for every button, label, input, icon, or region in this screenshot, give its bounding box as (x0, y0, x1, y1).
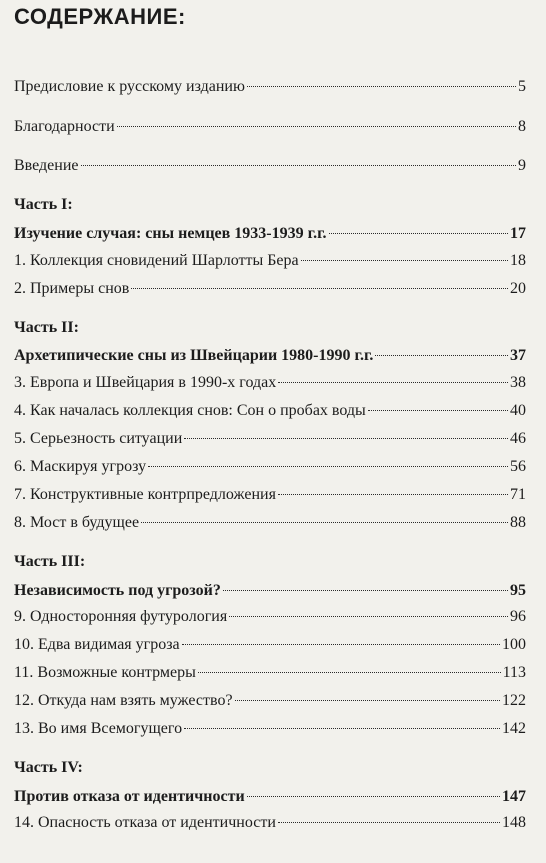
toc-chapter-8 (14, 513, 526, 533)
toc-chapter-label: 6. Маскируя угрозу (14, 458, 147, 475)
toc-chapter-label: 12. Откуда нам взять мужество? (14, 692, 233, 709)
toc-chapter-page: 96 (510, 608, 526, 625)
toc-chapter-page: 122 (502, 692, 526, 709)
toc-chapter-page: 142 (502, 720, 526, 737)
toc-section-label: Архетипические сны из Швейцарии 1980-1990 г.г. (14, 347, 374, 364)
toc-chapter-page: 20 (510, 280, 526, 297)
leader-dots (198, 672, 501, 673)
toc-chapter-label: 3. Европа и Швейцария в 1990-х годах (14, 374, 277, 391)
toc-section-label: Против отказа от идентичности (14, 788, 245, 805)
leader-dots (301, 260, 508, 261)
toc-entry-label: Благодарности (14, 118, 115, 135)
leader-dots (182, 644, 500, 645)
leader-dots (375, 355, 508, 356)
leader-dots (148, 466, 508, 467)
toc-chapter-page: 18 (510, 252, 526, 269)
toc-section-page: 17 (510, 225, 526, 242)
toc-chapter-13 (14, 719, 526, 739)
toc-section-page: 147 (502, 788, 526, 805)
toc-chapter-label: 10. Едва видимая угроза (14, 636, 180, 653)
toc-chapter-label: 8. Мост в будущее (14, 514, 140, 531)
toc-chapter-page: 88 (510, 514, 526, 531)
toc-chapter-page: 40 (510, 402, 526, 419)
leader-dots (368, 410, 508, 411)
toc-chapter-page: 56 (510, 458, 526, 475)
toc-chapter-page: 38 (510, 374, 526, 391)
toc-chapter-label: 9. Односторонняя футурология (14, 608, 228, 625)
toc-section-2 (14, 346, 526, 366)
toc-chapter-10 (14, 635, 526, 655)
part-title-4: Часть IV: (14, 759, 83, 776)
part-title-1: Часть I: (14, 196, 73, 213)
leader-dots (278, 494, 508, 495)
toc-chapter-page: 148 (502, 814, 526, 831)
toc-entry-page: 9 (518, 157, 526, 174)
toc-chapter-label: 4. Как началась коллекция снов: Сон о пробах воды (14, 402, 366, 419)
leader-dots (81, 165, 517, 166)
toc-chapter-page: 71 (510, 486, 526, 503)
leader-dots (141, 522, 508, 523)
toc-section-4 (14, 787, 526, 807)
toc-chapter-label: 14. Опасность отказа от идентичности (14, 814, 276, 831)
leader-dots (247, 86, 516, 87)
toc-section-page: 37 (510, 347, 526, 364)
leader-dots (278, 822, 500, 823)
toc-chapter-12 (14, 691, 526, 711)
toc-entry-page: 5 (518, 78, 526, 95)
toc-entry-preface (14, 77, 526, 97)
toc-entry-label: Предисловие к русскому изданию (14, 78, 245, 95)
toc-entry-label: Введение (14, 157, 79, 174)
toc-section-page: 95 (510, 582, 526, 599)
leader-dots (247, 796, 500, 797)
toc-chapter-2 (14, 279, 526, 299)
leader-dots (131, 288, 508, 289)
leader-dots (184, 438, 508, 439)
toc-chapter-14 (14, 813, 526, 833)
leader-dots (229, 616, 508, 617)
toc-chapter-label: 13. Во имя Всемогущего (14, 720, 183, 737)
toc-chapter-label: 2. Примеры снов (14, 280, 130, 297)
toc-heading: СОДЕРЖАНИЕ: (14, 4, 186, 29)
toc-entry-introduction (14, 156, 526, 176)
toc-chapter-9 (14, 607, 526, 627)
toc-chapter-11 (14, 663, 526, 683)
part-title-3: Часть III: (14, 553, 86, 570)
toc-chapter-3 (14, 373, 526, 393)
part-title-2: Часть II: (14, 319, 79, 336)
leader-dots (223, 590, 508, 591)
toc-entry-page: 8 (518, 118, 526, 135)
toc-chapter-5 (14, 429, 526, 449)
toc-chapter-label: 7. Конструктивные контрпредложения (14, 486, 276, 503)
leader-dots (184, 728, 500, 729)
leader-dots (278, 382, 508, 383)
toc-chapter-label: 1. Коллекция сновидений Шарлотты Бера (14, 252, 299, 269)
toc-section-label: Независимость под угрозой? (14, 582, 221, 599)
toc-entry-acknowledgements (14, 117, 526, 137)
toc-chapter-label: 11. Возможные контрмеры (14, 664, 196, 681)
toc-chapter-page: 46 (510, 430, 526, 447)
leader-dots (117, 126, 516, 127)
toc-chapter-4 (14, 401, 526, 421)
toc-section-label: Изучение случая: сны немцев 1933-1939 г.г. (14, 225, 327, 242)
toc-chapter-page: 113 (502, 664, 526, 681)
toc-chapter-1 (14, 251, 526, 271)
leader-dots (235, 700, 500, 701)
toc-chapter-label: 5. Серьезность ситуации (14, 430, 183, 447)
toc-chapter-7 (14, 485, 526, 505)
leader-dots (329, 233, 508, 234)
toc-chapter-6 (14, 457, 526, 477)
toc-chapter-page: 100 (502, 636, 526, 653)
toc-section-3 (14, 581, 526, 601)
toc-section-1 (14, 224, 526, 244)
